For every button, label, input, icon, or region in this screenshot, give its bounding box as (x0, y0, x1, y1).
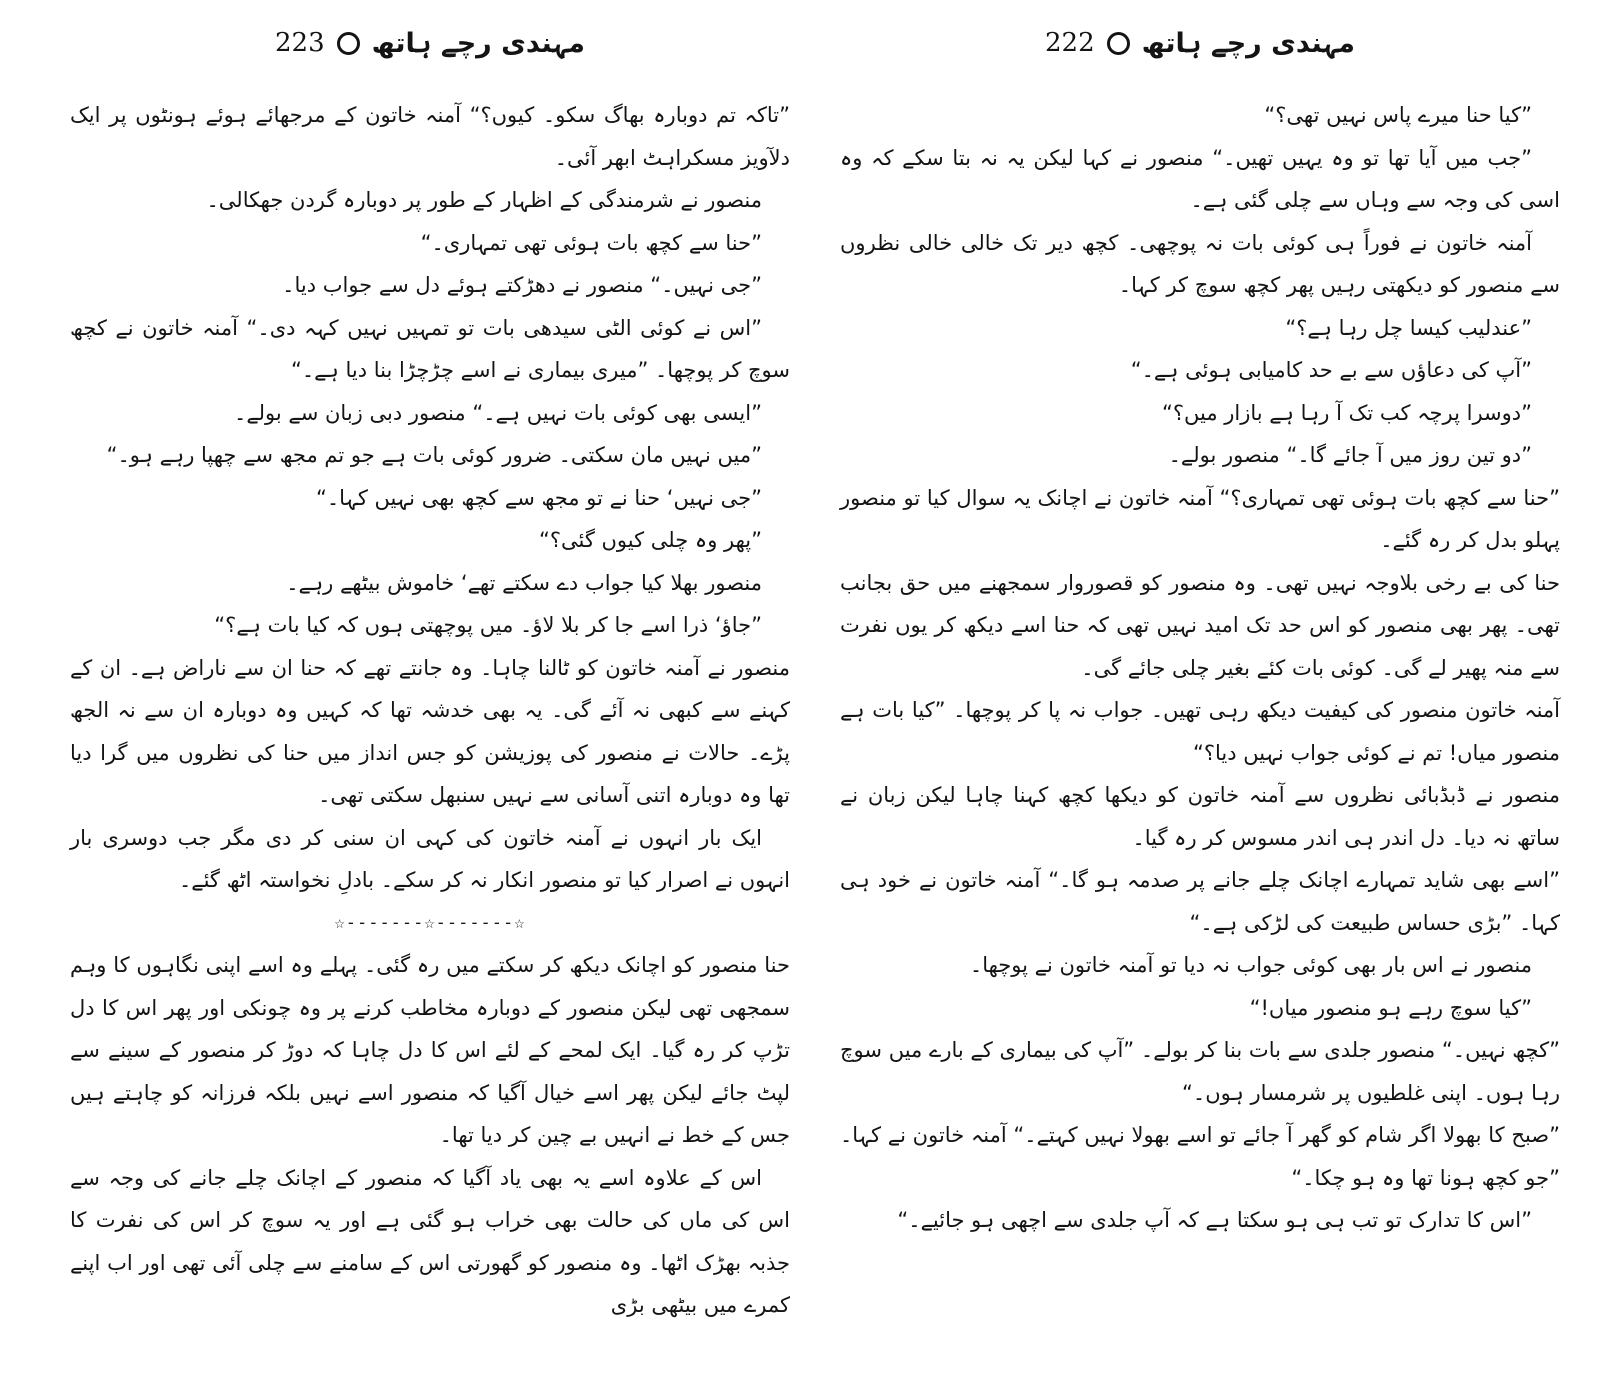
paragraph: ”اسے بھی شاید تمہارے اچانک چلے جانے پر صدمہ ہو گا۔“ آمنہ خاتون نے خود ہی کہا۔ ”بڑی حساس طبیعت کی لڑکی ہے۔“ (840, 868, 1560, 935)
paragraph: اس کے علاوہ اسے یہ بھی یاد آگیا کہ منصور کے اچانک چلے جانے کی وجہ سے اس کی ماں کی حالت بھی خراب ہو گئی ہے اور یہ سوچ کر اس کی نفرت کا جذبہ بھڑک اٹھا۔ وہ منصور کو گھورتی اس کے سامنے سے چلی آئی تھی اور اب اپنے کمرے میں بیٹھی بڑی (70, 1165, 790, 1317)
left-page (70, 22, 790, 1382)
paragraph: آمنہ خاتون نے فوراً ہی کوئی بات نہ پوچھی۔ کچھ دیر تک خالی خالی نظروں سے منصور کو دیکھتی رہیں پھر کچھ سوچ کر کہا۔ (840, 230, 1560, 297)
running-title: مہندی رچے ہاتھ (1141, 27, 1356, 59)
paragraph: ”آپ کی دعاؤں سے بے حد کامیابی ہوئی ہے۔“ (1130, 358, 1532, 382)
paragraph: ”میں نہیں مان سکتی۔ ضرور کوئی بات ہے جو تم مجھ سے چھپا رہے ہو۔“ (106, 443, 762, 467)
paragraph: حنا منصور کو اچانک دیکھ کر سکتے میں رہ گئی۔ پہلے وہ اسے اپنی نگاہوں کا وہم سمجھی تھی لیکن منصور کے دوبارہ مخاطب کرنے پر وہ چونکی اور پھر اس کا دل تڑپ کر رہ گیا۔ ایک لمحے کے لئے اس کا دل چاہا کہ دوڑ کر منصور کے سینے سے لپٹ جائے لیکن پھر اسے خیال آگیا کہ منصور اسے نہیں بلکہ فرزانہ کو چاہتے ہیں جس کے خط نے انہیں بے چین کر دیا تھا۔ (70, 953, 790, 1147)
right-page (840, 22, 1560, 1382)
paragraph: ”جب میں آیا تھا تو وہ یہیں تھیں۔“ منصور نے کہا لیکن یہ نہ بتا سکے کہ وہ اسی کی وجہ سے وہاں سے چلی گئی ہے۔ (840, 145, 1560, 212)
paragraph: ”اس نے کوئی الٹی سیدھی بات تو تمہیں نہیں کہہ دی۔“ آمنہ خاتون نے کچھ سوچ کر پوچھا۔ ”میری بیماری نے اسے چڑچڑا بنا دیا ہے۔“ (70, 315, 790, 382)
paragraph: ”کیا حنا میرے پاس نہیں تھی؟“ (1264, 103, 1532, 127)
paragraph: آمنہ خاتون منصور کی کیفیت دیکھ رہی تھیں۔ جواب نہ پا کر پوچھا۔ ”کیا بات ہے منصور میاں! تم نے کوئی جواب نہیں دیا؟“ (840, 698, 1560, 765)
paragraph: منصور نے شرمندگی کے اظہار کے طور پر دوبارہ گردن جھکالی۔ (206, 188, 762, 212)
paragraph: ”جاؤ‘ ذرا اسے جا کر بلا لاؤ۔ میں پوچھتی ہوں کہ کیا بات ہے؟“ (214, 613, 762, 637)
page-body (840, 94, 1560, 1242)
paragraph: ”اس کا تدارک تو تب ہی ہو سکتا ہے کہ آپ جلدی سے اچھی ہو جائیے۔“ (897, 1208, 1532, 1232)
paragraph: منصور نے اس بار بھی کوئی جواب نہ دیا تو آمنہ خاتون نے پوچھا۔ (969, 953, 1532, 977)
paragraph: ”صبح کا بھولا اگر شام کو گھر آ جائے تو اسے بھولا نہیں کہتے۔“ آمنہ خاتون نے کہا۔ ”جو کچھ ہونا تھا وہ ہو چکا۔“ (840, 1123, 1560, 1190)
paragraph: حنا کی بے رخی بلاوجہ نہیں تھی۔ وہ منصور کو قصوروار سمجھنے میں حق بجانب تھی۔ پھر بھی منصور کو اس حد تک امید نہیں تھی کہ حنا اسے دیکھ کر یوں نفرت سے منہ پھیر لے گی۔ کوئی بات کئے بغیر چلی جائے گی۔ (840, 570, 1560, 680)
running-title: مہندی رچے ہاتھ (371, 27, 586, 59)
paragraph: ایک بار انہوں نے آمنہ خاتون کی کہی ان سنی کر دی مگر جب دوسری بار انہوں نے اصرار کیا تو منصور انکار نہ کر سکے۔ بادلِ نخواستہ اٹھ گئے۔ (70, 825, 790, 892)
paragraph: ”پھر وہ چلی کیوں گئی؟“ (538, 528, 762, 552)
paragraph: منصور نے آمنہ خاتون کو ٹالنا چاہا۔ وہ جانتے تھے کہ حنا ان سے ناراض ہے۔ ان کے کہنے سے کبھی نہ آئے گی۔ یہ بھی خدشہ تھا کہ کہیں وہ دوبارہ ان سے نہ الجھ پڑے۔ حالات نے منصور کی پوزیشن کو جس انداز میں حنا کی نظروں میں گرا دیا تھا وہ دوبارہ اتنی آسانی سے نہیں سنبھل سکتی تھی۔ (70, 655, 790, 807)
paragraph: ”دو تین روز میں آ جائے گا۔“ منصور بولے۔ (1168, 443, 1532, 467)
paragraph: ”تاکہ تم دوبارہ بھاگ سکو۔ کیوں؟“ آمنہ خاتون کے مرجھائے ہوئے ہونٹوں پر ایک دلآویز مسکراہٹ ابھر آئی۔ (70, 103, 790, 170)
paragraph: ”دوسرا پرچہ کب تک آ رہا ہے بازار میں؟“ (1161, 400, 1532, 425)
paragraph: ”کیا سوچ رہے ہو منصور میاں!“ (1249, 995, 1532, 1020)
page-header (840, 22, 1560, 64)
page-number: 223 (274, 28, 325, 58)
page-body (70, 94, 790, 1327)
paragraph: منصور نے ڈبڈبائی نظروں سے آمنہ خاتون کو دیکھا کچھ کہنا چاہا لیکن زبان نے ساتھ نہ دیا۔ دل اندر ہی اندر مسوس کر رہ گیا۔ (840, 783, 1560, 850)
paragraph: ”حنا سے کچھ بات ہوئی تھی تمہاری؟“ آمنہ خاتون نے اچانک یہ سوال کیا تو منصور پہلو بدل کر رہ گئے۔ (840, 485, 1560, 552)
circle-ornament-icon (337, 32, 360, 55)
page-number: 222 (1044, 28, 1095, 58)
paragraph: ”حنا سے کچھ بات ہوئی تھی تمہاری۔“ (420, 230, 762, 255)
paragraph: ”کچھ نہیں۔“ منصور جلدی سے بات بنا کر بولے۔ ”آپ کی بیماری کے بارے میں سوچ رہا ہوں۔ اپنی غلطیوں پر شرمسار ہوں۔“ (840, 1038, 1560, 1105)
paragraph: منصور بھلا کیا جواب دے سکتے تھے‘ خاموش بیٹھے رہے۔ (286, 570, 762, 595)
circle-ornament-icon (1107, 32, 1130, 55)
section-separator: ☆-------☆-------☆ (334, 912, 526, 933)
paragraph: ”ایسی بھی کوئی بات نہیں ہے۔“ منصور دبی زبان سے بولے۔ (234, 400, 762, 425)
paragraph: ”عندلیب کیسا چل رہا ہے؟“ (1285, 315, 1532, 340)
paragraph: ”جی نہیں‘ حنا نے تو مجھ سے کچھ بھی نہیں کہا۔“ (315, 485, 762, 510)
page-header (70, 22, 790, 64)
paragraph: ”جی نہیں۔“ منصور نے دھڑکتے ہوئے دل سے جواب دیا۔ (282, 273, 762, 297)
